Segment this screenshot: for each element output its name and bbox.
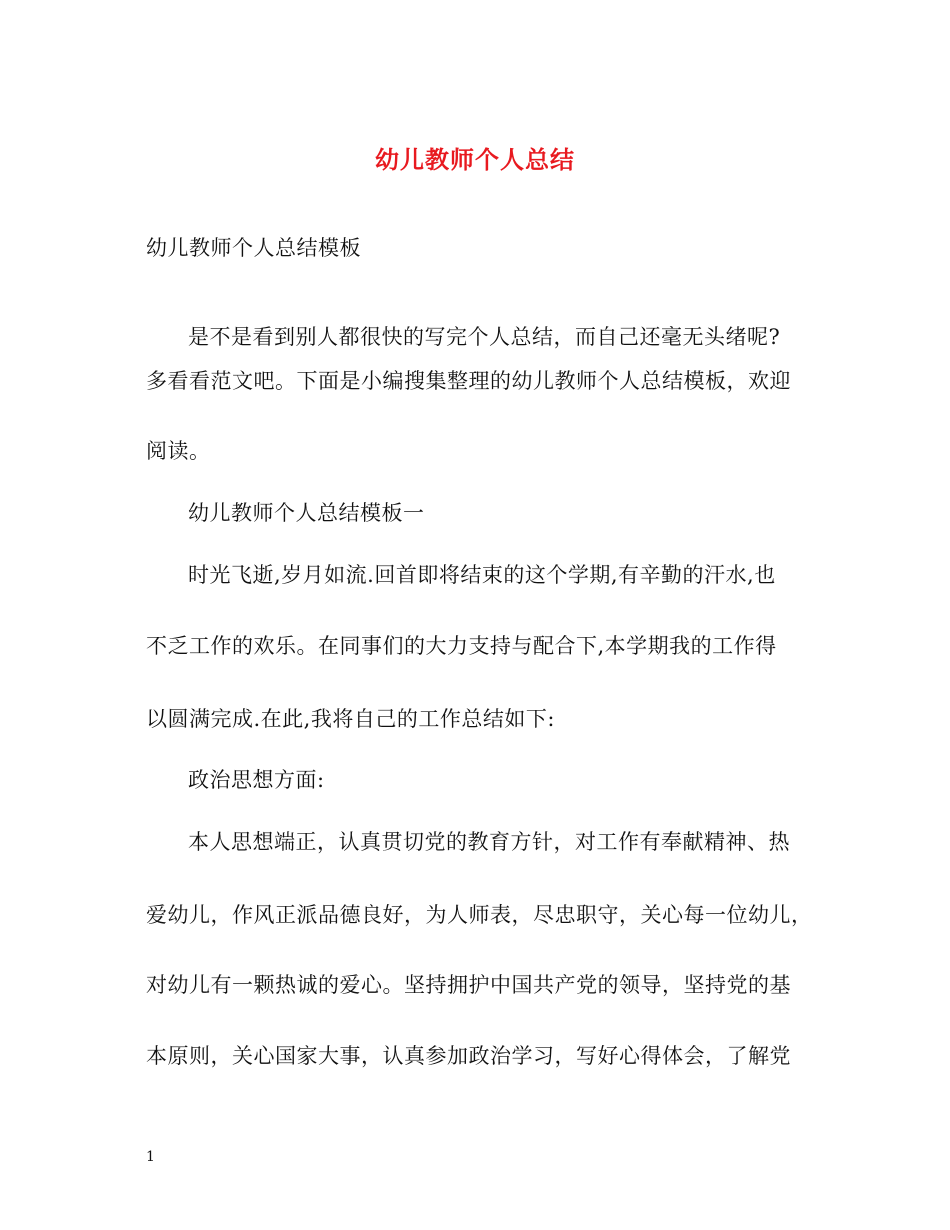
document-title: 幼儿教师个人总结 (375, 145, 575, 174)
subtitle-line: 幼儿教师个人总结模板 (146, 236, 361, 260)
paragraph-line: 阅读。 (146, 439, 211, 463)
paragraph-line: 爱幼儿，作风正派品德良好，为人师表，尽忠职守，关心每一位幼儿， (146, 903, 813, 927)
paragraph-line: 时光飞逝,岁月如流.回首即将结束的这个学期,有辛勤的汗水,也 (188, 563, 776, 587)
paragraph-line: 本人思想端正，认真贯切党的教育方针，对工作有奉献精神、热 (188, 830, 790, 854)
paragraph-line: 以圆满完成.在此,我将自己的工作总结如下: (146, 707, 555, 731)
section-heading: 政治思想方面: (188, 768, 325, 792)
page-number: 1 (146, 1149, 155, 1165)
paragraph-line: 不乏工作的欢乐。在同事们的大力支持与配合下,本学期我的工作得 (146, 634, 777, 658)
paragraph-line: 本原则，关心国家大事，认真参加政治学习，写好心得体会，了解党 (146, 1044, 791, 1068)
paragraph-line: 对幼儿有一颗热诚的爱心。坚持拥护中国共产党的领导，坚持党的基 (146, 973, 791, 997)
section-heading: 幼儿教师个人总结模板一 (188, 501, 425, 525)
paragraph-line: 是不是看到别人都很快的写完个人总结，而自己还毫无头绪呢? (188, 325, 781, 349)
paragraph-line: 多看看范文吧。下面是小编搜集整理的幼儿教师个人总结模板，欢迎 (146, 369, 791, 393)
